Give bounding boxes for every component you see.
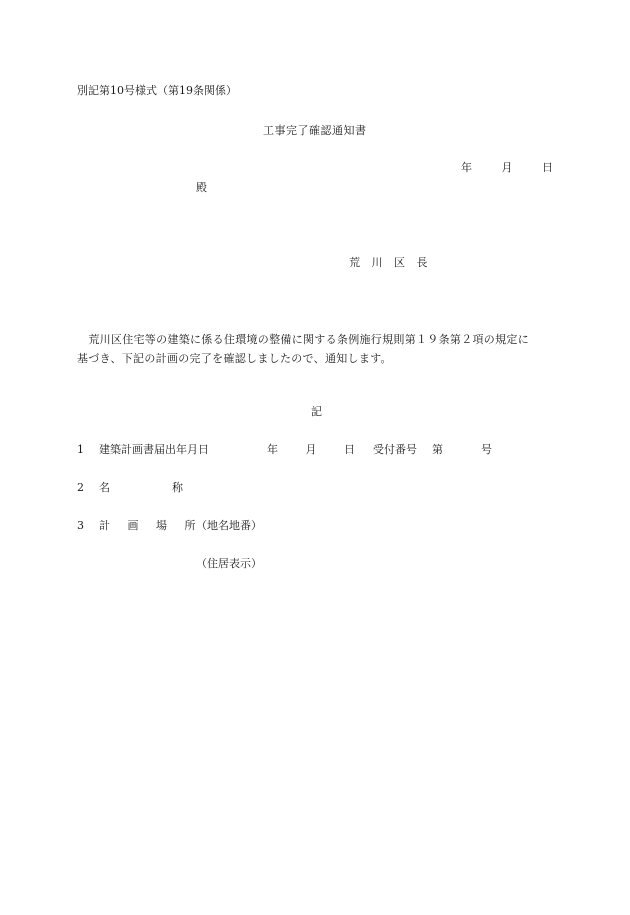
item-2-label-part-2: 称: [172, 481, 183, 494]
item-1-month-label: 月: [305, 443, 317, 456]
item-2-label-part-1: 名: [99, 481, 110, 494]
form-number: 別記第10号様式（第19条関係）: [77, 84, 237, 97]
ki-heading: 記: [311, 405, 322, 418]
lot-number-label: （地名地番）: [196, 519, 262, 532]
receipt-number-prefix: 第: [432, 443, 443, 456]
notice-body-line-2: 基づき、下記の計画の完了を確認しましたので、通知します。: [77, 352, 392, 365]
notice-body-line-1: 荒川区住宅等の建築に係る住環境の整備に関する条例施行規則第１９条第２項の規定に: [88, 333, 530, 346]
item-1-number: 1: [77, 443, 84, 456]
date-month-label: 月: [501, 161, 513, 174]
item-2-number: 2: [77, 481, 84, 494]
item-3-number: 3: [77, 519, 84, 532]
item-1-label: 建築計画書届出年月日: [99, 443, 209, 456]
notice-body: [77, 330, 559, 368]
issuer-name: 荒 川 区 長: [349, 256, 432, 269]
addressee-honorific: 殿: [196, 181, 207, 194]
receipt-number-label: 受付番号: [373, 443, 417, 456]
date-day-label: 日: [542, 161, 553, 174]
date-year-label: 年: [461, 161, 472, 174]
item-1-day-label: 日: [344, 443, 355, 456]
item-1-year-label: 年: [267, 443, 278, 456]
receipt-number-suffix: 号: [481, 443, 492, 456]
item-3-label: 計 画 場 所: [99, 519, 203, 532]
residence-display-label: （住居表示）: [196, 557, 262, 570]
document-title: 工事完了確認通知書: [263, 124, 367, 137]
item-1-date: [267, 443, 355, 457]
issue-date: [461, 161, 553, 175]
